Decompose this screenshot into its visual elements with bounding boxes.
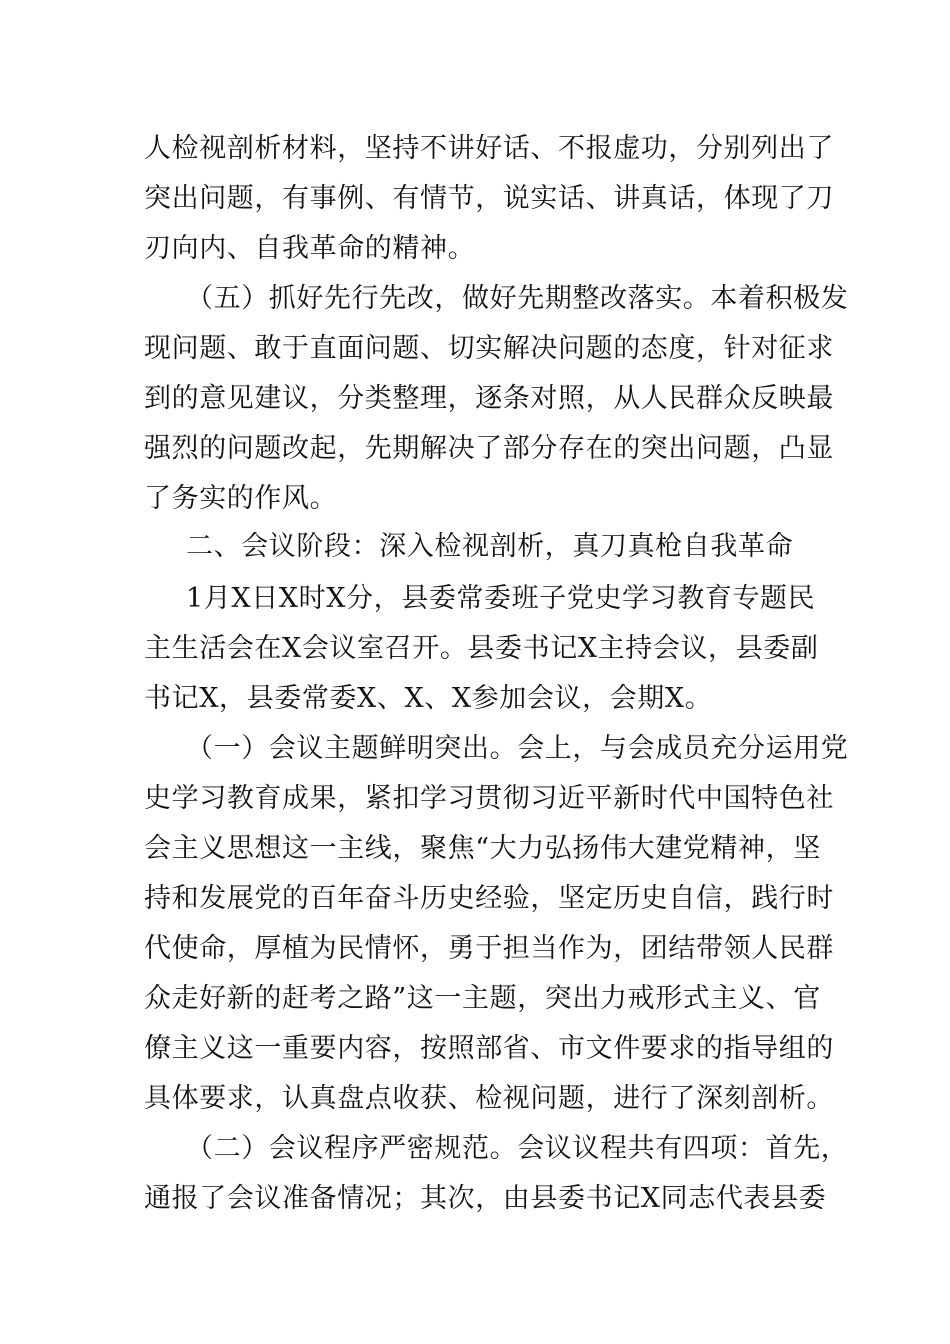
text-line: 突出问题，有事例、有情节，说实话、讲真话，体现了刀 <box>144 183 834 214</box>
text-line: 会主义思想这一主线，聚焦“大力弘扬伟大建党精神，坚 <box>144 833 821 864</box>
text-line: 了务实的作风。 <box>144 483 338 514</box>
text-line: 具体要求，认真盘点收获、检视问题，进行了深刻剖析。 <box>144 1083 834 1114</box>
text-line: 代使命，厚植为民情怀，勇于担当作为，团结带领人民群 <box>144 933 834 964</box>
text-line: 现问题、敢于直面问题、切实解决问题的态度，针对征求 <box>144 333 834 364</box>
paragraph-start-line: （五）抓好先行先改，做好先期整改落实。本着积极发 <box>186 283 849 314</box>
text-line: 人检视剖析材料，坚持不讲好话、不报虚功，分别列出了 <box>144 133 834 164</box>
section-heading: 二、会议阶段：深入检视剖析，真刀真枪自我革命 <box>186 531 794 562</box>
text-line: 史学习教育成果，紧扣学习贯彻习近平新时代中国特色社 <box>144 783 834 814</box>
text-line: 持和发展党的百年奋斗历史经验，坚定历史自信，践行时 <box>144 883 834 914</box>
text-line: 通报了会议准备情况；其次，由县委书记X同志代表县委 <box>144 1183 827 1214</box>
text-line: 书记X，县委常委X、X、X参加会议，会期X。 <box>144 683 713 714</box>
text-line: 刃向内、自我革命的精神。 <box>144 233 476 264</box>
paragraph-start-line: 1月X日X时X分，县委常委班子党史学习教育专题民 <box>186 583 816 614</box>
paragraph-start-line: （二）会议程序严密规范。会议议程共有四项：首先， <box>186 1133 849 1164</box>
text-line: 主生活会在X会议室召开。县委书记X主持会议，县委副 <box>144 633 819 664</box>
paragraph-start-line: （一）会议主题鲜明突出。会上，与会成员充分运用党 <box>186 733 849 764</box>
text-line: 到的意见建议，分类整理，逐条对照，从人民群众反映最 <box>144 383 834 414</box>
text-line: 众走好新的赶考之路”这一主题，突出力戒形式主义、官 <box>144 983 821 1014</box>
text-line: 强烈的问题改起，先期解决了部分存在的突出问题，凸显 <box>144 433 834 464</box>
text-line: 僚主义这一重要内容，按照部省、市文件要求的指导组的 <box>144 1033 834 1064</box>
